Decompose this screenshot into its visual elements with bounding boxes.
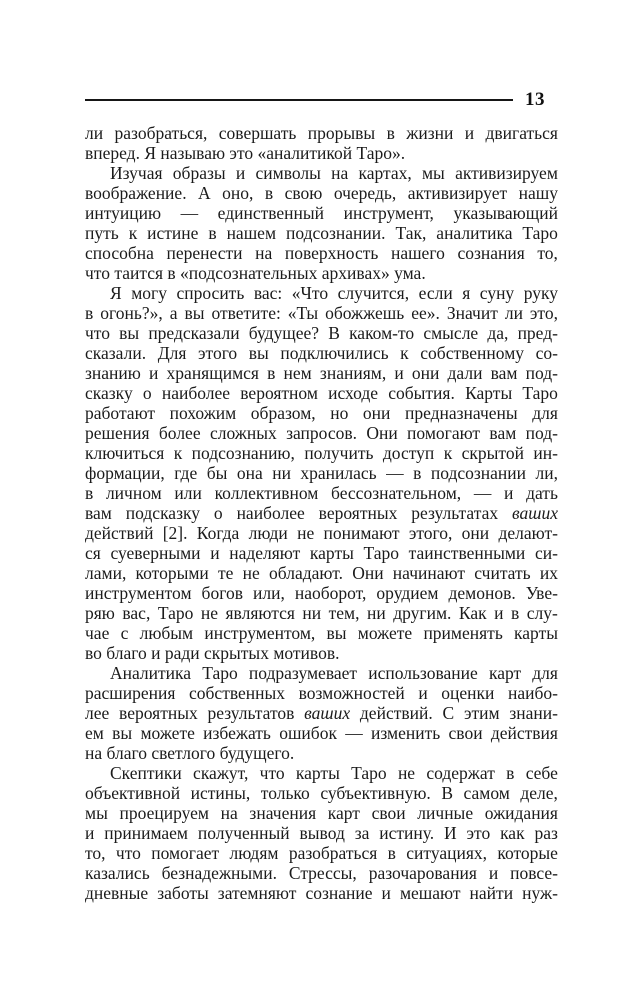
text-line: интуицию — единственный инструмент, указывающий: [85, 203, 558, 223]
text-line: объективной истины, только субъективную. В самом деле,: [85, 783, 558, 803]
text-line: что таится в «подсознательных архивах» ума.: [85, 263, 426, 283]
text-line: чае с любым инструментом, вы можете применять карты: [85, 623, 558, 643]
text-line: Скептики скажут, что карты Таро не содержат в себе: [110, 763, 558, 783]
text-line: воображение. А оно, в свою очередь, активизирует нашу: [85, 183, 558, 203]
text-line: работают похожим образом, но они предназначены для: [85, 403, 558, 423]
text-line: способна перенести на поверхность нашего сознания то,: [85, 243, 558, 263]
running-head: [85, 91, 545, 109]
text-line: инструментом богов или, наоборот, орудием демонов. Уве-: [85, 583, 558, 603]
text-line: Изучая образы и символы на картах, мы активизируем: [110, 163, 558, 183]
text-line: ключиться к подсознанию, получить доступ к скрытой ин-: [85, 443, 558, 463]
text-line: вперед. Я называю это «аналитикой Таро».: [85, 143, 406, 163]
text-line: мы проецируем на значения карт свои личные ожидания: [85, 803, 558, 823]
text-line: ряю вас, Таро не являются ни тем, ни другим. Как и в слу-: [85, 603, 558, 623]
text-line: во благо и ради скрытых мотивов.: [85, 643, 340, 663]
text-line: действий [2]. Когда люди не понимают этого, они делают-: [85, 523, 558, 543]
text-line: ем вы можете избежать ошибок — изменить свои действия: [85, 723, 558, 743]
text-line: ся суеверными и наделяют карты Таро таинственными си-: [85, 543, 558, 563]
text-line: то, что помогает людям разобраться в ситуациях, которые: [85, 843, 558, 863]
text-line: сказали. Для этого вы подключились к собственному со-: [85, 343, 558, 363]
page-body-text: [85, 123, 558, 903]
text-line: лами, которыми те не обладают. Они начинают считать их: [85, 563, 558, 583]
text-line: Аналитика Таро подразумевает использование карт для: [110, 663, 558, 683]
text-line: расширения собственных возможностей и оценки наибо-: [85, 683, 558, 703]
text-line: сказку о наиболее вероятном исходе события. Карты Таро: [85, 383, 558, 403]
text-line: дневные заботы затемняют сознание и мешают найти нуж-: [85, 883, 558, 903]
text-line: вам подсказку о наиболее вероятных результатах ваших: [85, 503, 558, 523]
text-line: казались безнадежными. Стрессы, разочарования и повсе-: [85, 863, 558, 883]
text-line: Я могу спросить вас: «Что случится, если я суну руку: [110, 283, 558, 303]
text-line: и принимаем полученный вывод за истину. И это как раз: [85, 823, 558, 843]
header-rule: [85, 99, 513, 101]
text-line: в огонь?», а вы ответите: «Ты обожжешь ее». Значит ли это,: [85, 303, 558, 323]
text-line: лее вероятных результатов ваших действий. С этим знани-: [85, 703, 558, 723]
text-line: что вы предсказали будущее? В каком-то смысле да, пред-: [85, 323, 558, 343]
text-line: решения более сложных запросов. Они помогают вам под-: [85, 423, 558, 443]
text-line: знанию и хранящимся в нем знаниям, и они дали вам под-: [85, 363, 558, 383]
text-line: формации, где бы она ни хранилась — в подсознании ли,: [85, 463, 558, 483]
page-number: 13: [525, 89, 545, 110]
text-line: путь к истине в нашем подсознании. Так, аналитика Таро: [85, 223, 558, 243]
text-line: на благо светлого будущего.: [85, 743, 295, 763]
text-line: в личном или коллективном бессознательном, — и дать: [85, 483, 558, 503]
text-line: ли разобраться, совершать прорывы в жизни и двигаться: [85, 123, 558, 143]
